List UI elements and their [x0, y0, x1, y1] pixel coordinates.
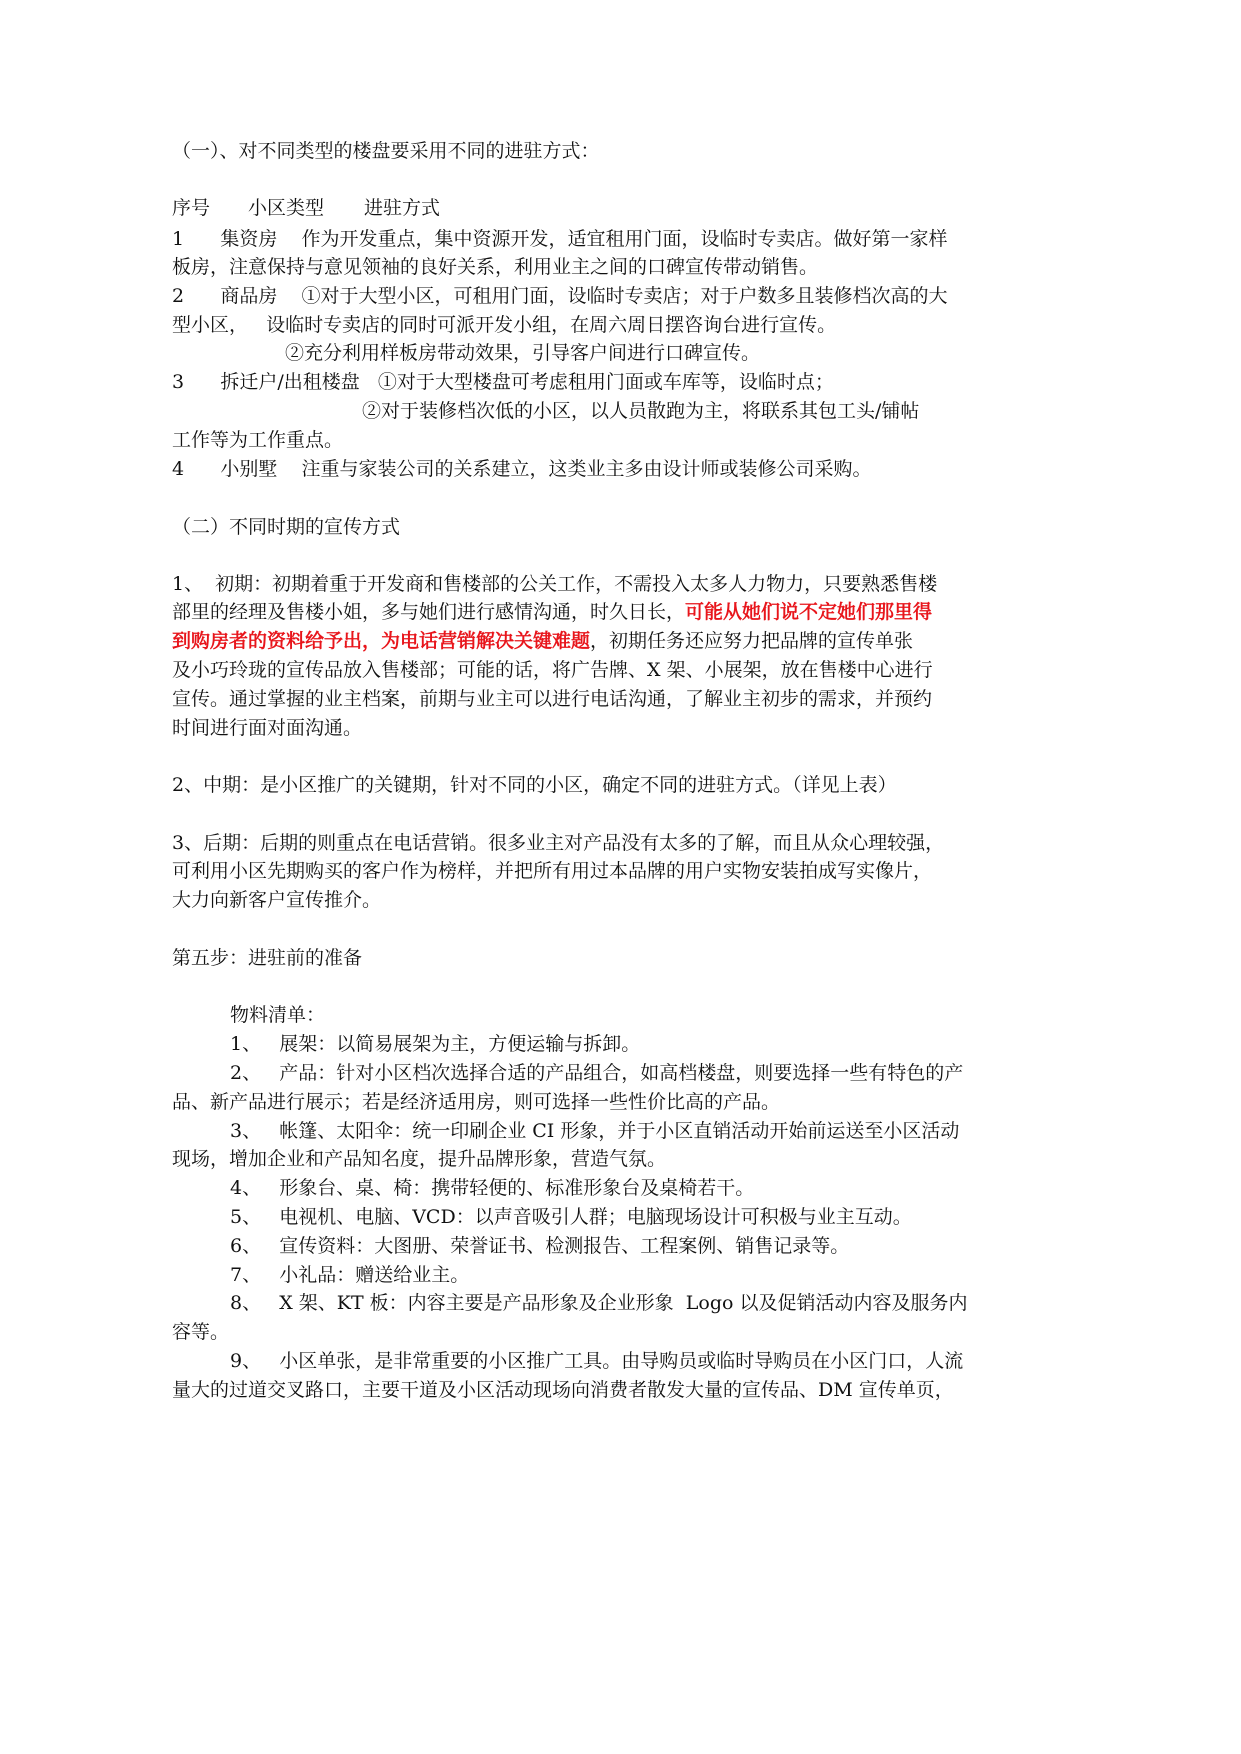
- material-item-1: 1、 展架：以简易展架为主，方便运输与拆卸。: [230, 1033, 641, 1055]
- material-item-7: 7、 小礼品：赠送给业主。: [230, 1264, 470, 1286]
- early-highlight-1: 可能从她们说不定她们那里得: [685, 601, 933, 623]
- section1-heading: （一）、对不同类型的楼盘要采用不同的进驻方式：: [172, 140, 600, 162]
- step5-heading: 第五步：进驻前的准备: [172, 947, 363, 969]
- row2-line1: 2 商品房 ①对于大型小区，可租用门面，设临时专卖店；对于户数多且装修档次高的大: [172, 285, 948, 307]
- material-item-3-cont: 现场，增加企业和产品知名度，提升品牌形象，营造气氛。: [172, 1148, 667, 1170]
- early-line3: [172, 630, 913, 652]
- table-header-type: 小区类型: [248, 197, 325, 219]
- material-item-2: 2、 产品：针对小区档次选择合适的产品组合，如高档楼盘，则要选择一些有特色的产: [230, 1062, 964, 1084]
- row2-line3: ②充分利用样板房带动效果，引导客户间进行口碑宣传。: [285, 342, 761, 364]
- material-item-8: 8、 X 架、KT 板：内容主要是产品形象及企业形象 Logo 以及促销活动内容及服务内: [230, 1292, 968, 1314]
- late-line2: 可利用小区先期购买的客户作为榜样，并把所有用过本品牌的用户实物安装拍成写实像片，: [172, 860, 933, 882]
- early-line1: 1、 初期：初期着重于开发商和售楼部的公关工作，不需投入太多人力物力，只要熟悉售楼: [172, 573, 938, 595]
- early-line3-text: ，初期任务还应努力把品牌的宣传单张: [590, 630, 914, 652]
- material-item-9: 9、 小区单张，是非常重要的小区推广工具。由导购员或临时导购员在小区门口，人流: [230, 1350, 964, 1372]
- early-line2: [172, 601, 932, 623]
- row3-line1: 3 拆迁户/出租楼盘 ①对于大型楼盘可考虑租用门面或车库等，设临时点；: [172, 371, 834, 393]
- section2-heading: （二）不同时期的宣传方式: [172, 516, 401, 538]
- material-item-8-cont: 容等。: [172, 1321, 230, 1343]
- table-header-method: 进驻方式: [364, 197, 441, 219]
- early-highlight-2: 到购房者的资料给予出，为电话营销解决关键难题: [172, 630, 591, 652]
- table-header-no: 序号: [172, 197, 211, 219]
- early-line2-text: 部里的经理及售楼小姐，多与她们进行感情沟通，时久日长，: [172, 601, 686, 623]
- early-line5: 宣传。通过掌握的业主档案，前期与业主可以进行电话沟通，了解业主初步的需求，并预约: [172, 688, 933, 710]
- material-item-6: 6、 宣传资料：大图册、荣誉证书、检测报告、工程案例、销售记录等。: [230, 1235, 850, 1257]
- row3-line3: 工作等为工作重点。: [172, 429, 344, 451]
- late-line3: 大力向新客户宣传推介。: [172, 889, 382, 911]
- early-line6: 时间进行面对面沟通。: [172, 717, 363, 739]
- row3-line2: ②对于装修档次低的小区，以人员散跑为主，将联系其包工头/铺帖: [362, 400, 920, 422]
- material-item-4: 4、 形象台、桌、椅：携带轻便的、标准形象台及桌椅若干。: [230, 1177, 755, 1199]
- row1-line1: 1 集资房 作为开发重点，集中资源开发，适宜租用门面，设临时专卖店。做好第一家样: [172, 228, 948, 250]
- row1-line2: 板房，注意保持与意见领袖的良好关系，利用业主之间的口碑宣传带动销售。: [172, 256, 819, 278]
- material-item-5: 5、 电视机、电脑、VCD：以声音吸引人群；电脑现场设计可积极与业主互动。: [230, 1206, 912, 1228]
- row2-line2: 型小区， 设临时专卖店的同时可派开发小组，在周六周日摆咨询台进行宣传。: [172, 314, 837, 336]
- row4-line1: 4 小别墅 注重与家装公司的关系建立，这类业主多由设计师或装修公司采购。: [172, 458, 872, 480]
- materials-list-title: 物料清单：: [230, 1004, 326, 1026]
- early-line4: 及小巧玲珑的宣传品放入售楼部；可能的话，将广告牌、X 架、小展架，放在售楼中心进行: [172, 659, 933, 681]
- material-item-9-cont: 量大的过道交叉路口，主要干道及小区活动现场向消费者散发大量的宣传品、DM 宣传单页，: [172, 1379, 954, 1401]
- material-item-2-cont: 品、新产品进行展示；若是经济适用房，则可选择一些性价比高的产品。: [172, 1091, 781, 1113]
- middle-period: 2、中期：是小区推广的关键期，针对不同的小区，确定不同的进驻方式。（详见上表）: [172, 774, 897, 796]
- material-item-3: 3、 帐篷、太阳伞：统一印刷企业 CI 形象，并于小区直销活动开始前运送至小区活动: [230, 1120, 960, 1142]
- late-line1: 3、后期：后期的则重点在电话营销。很多业主对产品没有太多的了解，而且从众心理较强，: [172, 832, 945, 854]
